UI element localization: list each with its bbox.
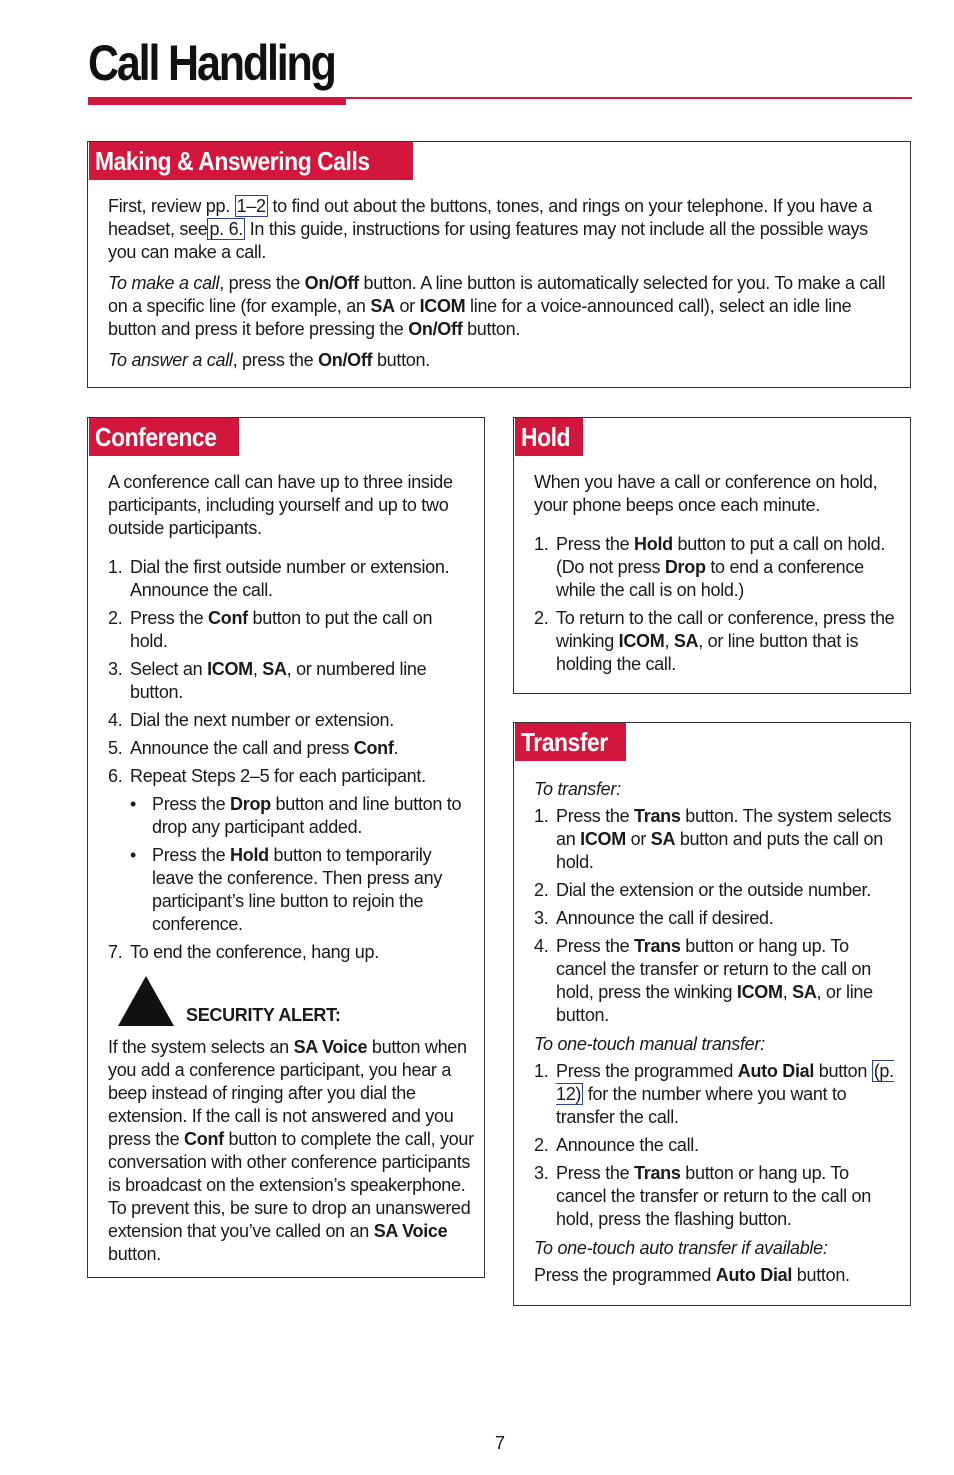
list-item: 4. Press the Trans button or hang up. To cancel the transfer or return to the call on hold, press the winking ICOM, SA, or line button. <box>534 936 873 1025</box>
page-link-p6[interactable]: p. 6. <box>209 219 244 239</box>
sub-bullets <box>108 793 474 936</box>
section-body <box>534 778 900 1295</box>
manual-transfer-steps <box>534 1060 900 1231</box>
subheading-auto-transfer: To one-touch auto transfer if available: <box>534 1238 828 1258</box>
list-item: 1. Dial the first outside number or extension. Announce the call. <box>108 557 450 600</box>
transfer-section <box>513 722 911 1306</box>
list-item: 1. Press the programmed Auto Dial button (p. 12) for the number where you want to transfer the call. <box>534 1061 894 1127</box>
section-heading: Making & Answering Calls <box>89 142 413 180</box>
list-item: 6. Repeat Steps 2–5 for each participant. <box>108 766 426 786</box>
transfer-steps <box>534 805 900 1027</box>
page-link-p12[interactable]: (p. 12) <box>556 1061 894 1104</box>
section-body <box>534 471 900 681</box>
security-alert-header <box>108 976 474 1028</box>
security-alert-title: SECURITY ALERT: <box>186 1005 341 1025</box>
make-call-paragraph: To make a call, press the On/Off button. A line button is automatically selected for you. To make a call on a specific line (for example, an SA or ICOM line for a voice-announced call), select an idle line button and press it before pressing the On/Off button. <box>108 273 886 339</box>
hold-section <box>513 417 911 694</box>
steps-list-end <box>108 941 474 964</box>
list-item: • Press the Hold button to temporarily leave the conference. Then press any participant’s line button to rejoin the conference. <box>130 845 443 934</box>
page-link-1-2[interactable]: 1–2 <box>236 196 266 216</box>
steps-list <box>534 533 900 676</box>
list-item: 3. Press the Trans button or hang up. To cancel the transfer or return to the call on hold, press the flashing button. <box>534 1163 871 1229</box>
page-number: 7 <box>494 1433 505 1453</box>
steps-list <box>108 556 474 788</box>
auto-transfer-text: Press the programmed Auto Dial button. <box>534 1265 850 1285</box>
section-body <box>108 195 892 380</box>
section-body <box>108 471 474 1274</box>
subheading-manual-transfer: To one-touch manual transfer: <box>534 1034 765 1054</box>
warning-triangle-icon <box>118 976 174 1026</box>
section-heading: Hold <box>515 418 583 456</box>
list-item: 5. Announce the call and press Conf. <box>108 738 399 758</box>
making-answering-calls-section <box>87 141 911 388</box>
list-item: 3. Announce the call if desired. <box>534 908 774 928</box>
section-heading: Transfer <box>515 723 626 761</box>
list-item: 7. To end the conference, hang up. <box>108 942 379 962</box>
subheading-transfer: To transfer: <box>534 779 621 799</box>
list-item: 2. To return to the call or conference, press the winking ICOM, SA, or line button that is holding the call. <box>534 608 895 674</box>
list-item: 3. Select an ICOM, SA, or numbered line button. <box>108 659 427 702</box>
list-item: 2. Dial the extension or the outside number. <box>534 880 871 900</box>
intro-paragraph: First, review pp. 1–2 to find out about the buttons, tones, and rings on your telephone. If you have a headset, see p. 6. In this guide, instructions for using features may not include all the possible ways you can make a call. <box>108 196 872 262</box>
intro-paragraph: When you have a call or conference on hold, your phone beeps once each minute. <box>534 472 878 515</box>
section-heading: Conference <box>89 418 239 456</box>
security-alert-text: If the system selects an SA Voice button when you add a conference participant, you hear a beep instead of ringing after you dial the extension. If the call is not answered and you press the Conf button to complete the call, your conversation with other conference participants is broadcast on the extension’s speakerphone. To prevent this, be sure to drop an unanswered extension that you’ve called on an SA Voice button. <box>108 1037 474 1264</box>
page-title: Call Handling <box>88 35 335 91</box>
list-item: 2. Announce the call. <box>534 1135 699 1155</box>
list-item: 1. Press the Hold button to put a call on hold. (Do not press Drop to end a conference while the call is on hold.) <box>534 534 886 600</box>
list-item: • Press the Drop button and line button to drop any participant added. <box>130 794 462 837</box>
list-item: 2. Press the Conf button to put the call on hold. <box>108 608 433 651</box>
answer-call-paragraph: To answer a call, press the On/Off button. <box>108 350 430 370</box>
intro-paragraph: A conference call can have up to three inside participants, including yourself and up to two outside participants. <box>108 472 453 538</box>
title-rule-accent <box>88 97 346 105</box>
list-item: 1. Press the Trans button. The system selects an ICOM or SA button and puts the call on hold. <box>534 806 892 872</box>
list-item: 4. Dial the next number or extension. <box>108 710 394 730</box>
conference-section <box>87 417 485 1278</box>
